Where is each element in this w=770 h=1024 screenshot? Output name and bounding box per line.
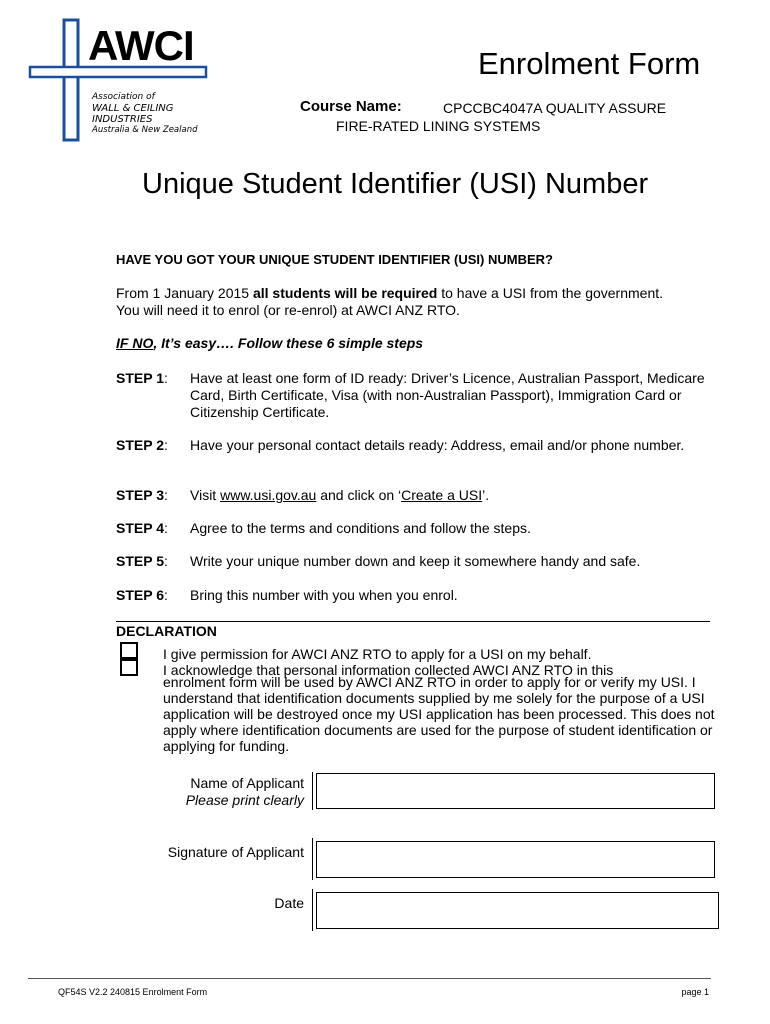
intro-bold: all students will be required: [252, 285, 438, 301]
step-2-label: STEP 2:: [116, 437, 168, 453]
name-divider: [312, 772, 313, 810]
applicant-signature-input[interactable]: [316, 841, 715, 878]
form-title: Enrolment Form: [478, 46, 701, 81]
usi-question: HAVE YOU GOT YOUR UNIQUE STUDENT IDENTIFIER (USI) NUMBER?: [116, 252, 553, 267]
intro-text-2: to have a USI from the government. You will need it to enrol (or re-enrol) at AWCI ANZ RTO.: [116, 285, 664, 318]
name-hint: Please print clearly: [185, 792, 304, 808]
step-1-label: STEP 1:: [116, 370, 168, 386]
applicant-name-input[interactable]: [316, 773, 715, 809]
course-name-line-2: FIRE-RATED LINING SYSTEMS: [336, 118, 541, 134]
declaration-line-2: I acknowledge that personal information collected AWCI ANZ RTO in this: [163, 662, 614, 678]
page-heading: Unique Student Identifier (USI) Number: [142, 168, 649, 200]
signature-divider: [312, 838, 313, 880]
awci-logo: [28, 18, 213, 143]
logo-acronym: AWCI: [88, 22, 194, 69]
name-label: Name of Applicant: [190, 775, 304, 791]
step-2-text: Have your personal contact details ready: Address, email and/or phone number.: [190, 437, 685, 453]
logo-tagline: [92, 92, 198, 136]
step-6-label: STEP 6:: [116, 587, 168, 603]
declaration-rule: [116, 621, 710, 622]
signature-label: Signature of Applicant: [167, 844, 304, 860]
step-4-text: Agree to the terms and conditions and follow the steps.: [190, 520, 531, 536]
date-input[interactable]: [316, 892, 719, 929]
step-5-label: STEP 5:: [116, 553, 168, 569]
if-no-instruction: [116, 335, 423, 351]
usi-website-link[interactable]: www.usi.gov.au: [220, 487, 317, 503]
if-no-label: IF NO: [116, 335, 154, 351]
logo-line-2: WALL & CEILING: [92, 103, 174, 114]
footer-page-number: page 1: [681, 987, 709, 997]
step-1-text: Have at least one form of ID ready: Driver’s Licence, Australian Passport, Medicare Card, Birth Certificate, Visa (with non-Australian Passport), Immigration Card or Citizenship Certificate.: [190, 370, 705, 420]
if-no-text: , It’s easy…. Follow these 6 simple steps: [153, 335, 424, 351]
step-3-label: STEP 3:: [116, 487, 168, 503]
intro-text-1: From 1 January 2015: [116, 285, 253, 301]
create-usi-link[interactable]: Create a USI: [401, 487, 483, 503]
course-name-line-1: CPCCBC4047A QUALITY ASSURE: [443, 100, 667, 116]
footer-rule: [28, 978, 711, 979]
logo-line-4: Australia & New Zealand: [92, 125, 198, 135]
step-5-text: Write your unique number down and keep it somewhere handy and safe.: [190, 553, 641, 569]
step-3-text: Visit www.usi.gov.au and click on ‘Create a USI’.: [190, 487, 490, 503]
logo-line-1: Association of: [92, 92, 155, 102]
permission-checkbox[interactable]: [120, 642, 138, 659]
acknowledge-checkbox[interactable]: [120, 659, 138, 676]
declaration-line-1: I give permission for AWCI ANZ RTO to apply for a USI on my behalf.: [163, 646, 592, 662]
declaration-body: enrolment form will be used by AWCI ANZ RTO in order to apply for or verify my USI. I understand that identification documents supplied by me solely for the purpose of a USI application will be destroyed once my USI application has been processed. This does not apply where identification documents are used for the purpose of student identification or applying for funding.: [163, 674, 715, 754]
intro-paragraph: [116, 285, 676, 319]
footer-form-id: QF54S V2.2 240815 Enrolment Form: [58, 987, 208, 997]
logo-line-3: INDUSTRIES: [92, 114, 153, 125]
course-name-label: Course Name:: [300, 98, 402, 115]
declaration-title: DECLARATION: [116, 623, 217, 639]
step-6-text: Bring this number with you when you enrol.: [190, 587, 458, 603]
date-label: Date: [274, 895, 304, 911]
date-divider: [312, 889, 313, 931]
step-4-label: STEP 4:: [116, 520, 168, 536]
